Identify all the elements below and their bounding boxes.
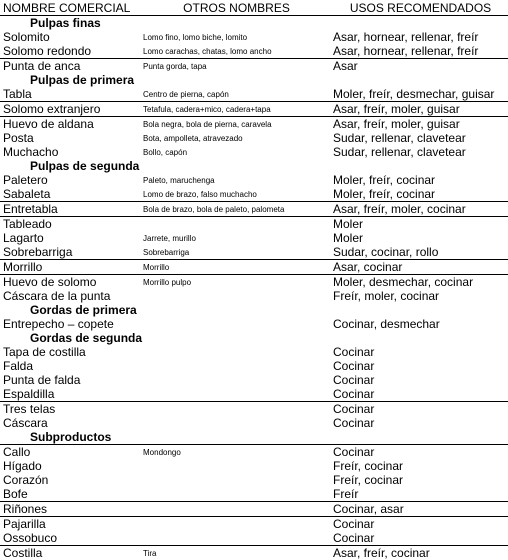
- other-names: [140, 317, 330, 331]
- other-names: [140, 502, 330, 517]
- table-row: [0, 260, 508, 275]
- recommended-uses: Moler: [330, 217, 508, 232]
- recommended-uses: Sudar, cocinar, rollo: [333, 245, 439, 259]
- recommended-uses: Moler: [333, 231, 364, 245]
- cut-name: Sobrebarriga: [3, 245, 73, 259]
- recommended-uses: Moler, freír, cocinar: [333, 187, 436, 201]
- recommended-uses: Asar, freír, moler, guisar: [330, 117, 508, 132]
- header-usos-recomendados: USOS RECOMENDADOS: [330, 0, 508, 16]
- cut-name: Solomo extranjero: [0, 102, 140, 117]
- cut-name: Morrillo: [0, 260, 140, 275]
- recommended-uses: Asar, cocinar: [330, 260, 508, 275]
- table-row: [0, 117, 508, 132]
- cut-name: Cáscara de la punta: [3, 289, 111, 303]
- group-title: Subproductos: [30, 430, 112, 444]
- group-header-row: [0, 159, 508, 173]
- recommended-uses: Cocinar: [333, 416, 375, 430]
- recommended-uses: Cocinar: [333, 345, 375, 359]
- other-names: [140, 531, 330, 546]
- group-header-row: [0, 303, 508, 317]
- cut-name: Falda: [3, 359, 34, 373]
- recommended-uses: Cocinar, desmechar: [333, 317, 440, 331]
- cut-name: Lagarto: [3, 231, 44, 245]
- cut-name: Espaldilla: [3, 387, 55, 401]
- table-row: [0, 546, 508, 560]
- other-names: Bollo, capón: [143, 148, 188, 157]
- other-names: [140, 217, 330, 232]
- other-names: [140, 345, 330, 359]
- group-title: Pulpas de primera: [30, 73, 135, 87]
- other-names: Morrillo pulpo: [140, 275, 330, 290]
- other-names: Lomo fino, lomo biche, lomito: [143, 33, 248, 42]
- table-row: [0, 317, 508, 331]
- table-row: [0, 217, 508, 232]
- recommended-uses: Freír: [333, 487, 359, 501]
- recommended-uses: Sudar, rellenar, clavetear: [333, 145, 466, 159]
- table-row: [0, 445, 508, 460]
- other-names: [140, 517, 330, 532]
- recommended-uses: Asar, freír, moler, guisar: [330, 102, 508, 117]
- table-row: [0, 473, 508, 487]
- other-names: Bota, ampolleta, atravezado: [143, 134, 243, 143]
- header-nombre-comercial: NOMBRE COMERCIAL: [0, 0, 140, 16]
- other-names: Sobrebarriga: [143, 248, 190, 257]
- group-header-row: [0, 331, 508, 345]
- cut-name: Tapa de costilla: [3, 345, 86, 359]
- other-names: [140, 402, 330, 417]
- other-names: Bola de brazo, bola de paleto, palometa: [140, 202, 330, 217]
- recommended-uses: Moler, freír, cocinar: [333, 173, 436, 187]
- table-row: [0, 59, 508, 74]
- cut-name: Solomito: [3, 30, 50, 44]
- table-row: [0, 131, 508, 145]
- recommended-uses: Cocinar: [330, 402, 508, 417]
- recommended-uses: Cocinar: [333, 531, 375, 545]
- table-row: [0, 30, 508, 44]
- cut-name: Bofe: [3, 487, 28, 501]
- recommended-uses: Asar, freír, moler, cocinar: [330, 202, 508, 217]
- table-row: [0, 387, 508, 402]
- other-names: Tetafula, cadera+mico, cadera+tapa: [140, 102, 330, 117]
- table-row: [0, 173, 508, 187]
- cut-name: Pajarilla: [0, 517, 140, 532]
- group-header-row: [0, 430, 508, 445]
- cut-name: Hígado: [3, 459, 42, 473]
- other-names: Centro de pierna, capón: [143, 90, 229, 99]
- group-title: Gordas de segunda: [30, 331, 143, 345]
- recommended-uses: Cocinar: [333, 373, 375, 387]
- table-row: [0, 345, 508, 359]
- table-row: [0, 102, 508, 117]
- header-row: [0, 0, 508, 16]
- table-row: [0, 517, 508, 532]
- table-row: [0, 402, 508, 417]
- group-header-row: [0, 73, 508, 87]
- other-names: [140, 359, 330, 373]
- recommended-uses: Cocinar, asar: [330, 502, 508, 517]
- cut-name: Cáscara: [3, 416, 48, 430]
- table-row: [0, 245, 508, 260]
- table-row: [0, 416, 508, 430]
- other-names: [140, 373, 330, 387]
- table-row: [0, 145, 508, 159]
- cut-name: Paletero: [3, 173, 48, 187]
- cut-name: Corazón: [3, 473, 49, 487]
- group-header-row: [0, 16, 508, 31]
- cut-name: Huevo de aldana: [0, 117, 140, 132]
- other-names: [140, 487, 330, 502]
- cut-name: Solomo redondo: [3, 44, 92, 58]
- other-names: Tira: [140, 546, 330, 560]
- table-row: [0, 275, 508, 290]
- cut-name: Tres telas: [0, 402, 140, 417]
- recommended-uses: Moler, desmechar, cocinar: [330, 275, 508, 290]
- group-title: Pulpas finas: [30, 16, 101, 30]
- other-names: Mondongo: [140, 445, 330, 460]
- other-names: [140, 416, 330, 430]
- table-row: [0, 87, 508, 102]
- table-row: [0, 459, 508, 473]
- cut-name: Posta: [3, 131, 34, 145]
- recommended-uses: Asar: [330, 59, 508, 74]
- cut-name: Ossobuco: [3, 531, 58, 545]
- other-names: Lomo de brazo, falso muchacho: [143, 190, 257, 199]
- table-row: [0, 531, 508, 546]
- table-body: [0, 16, 508, 560]
- cut-name: Tabla: [3, 87, 32, 101]
- other-names: [140, 289, 330, 303]
- table-row: [0, 202, 508, 217]
- other-names: Lomo carachas, chatas, lomo ancho: [143, 47, 272, 56]
- other-names: Bola negra, bola de pierna, caravela: [140, 117, 330, 132]
- other-names: [140, 473, 330, 487]
- table-row: [0, 231, 508, 245]
- recommended-uses: Asar, hornear, rellenar, freír: [333, 30, 479, 44]
- other-names: [140, 387, 330, 402]
- other-names: Jarrete, murillo: [143, 234, 196, 243]
- table-row: [0, 289, 508, 303]
- recommended-uses: Freír, cocinar: [333, 459, 404, 473]
- recommended-uses: Cocinar: [333, 359, 375, 373]
- group-title: Pulpas de segunda: [30, 159, 140, 173]
- table-row: [0, 487, 508, 502]
- cut-name: Callo: [0, 445, 140, 460]
- cut-name: Entrepecho – copete: [3, 317, 114, 331]
- recommended-uses: Cocinar: [330, 517, 508, 532]
- cut-name: Riñones: [0, 502, 140, 517]
- table-row: [0, 187, 508, 202]
- other-names: Paleto, maruchenga: [143, 176, 215, 185]
- recommended-uses: Cocinar: [333, 387, 375, 401]
- cut-name: Punta de falda: [3, 373, 81, 387]
- recommended-uses: Cocinar: [330, 445, 508, 460]
- cut-name: Tableado: [0, 217, 140, 232]
- recommended-uses: Asar, freír, cocinar: [330, 546, 508, 560]
- table-row: [0, 44, 508, 59]
- cut-name: Costilla: [0, 546, 140, 560]
- recommended-uses: Freír, cocinar: [333, 473, 404, 487]
- cut-name: Muchacho: [3, 145, 59, 159]
- table-row: [0, 359, 508, 373]
- table-row: [0, 373, 508, 387]
- recommended-uses: Sudar, rellenar, clavetear: [333, 131, 466, 145]
- cut-name: Huevo de solomo: [0, 275, 140, 290]
- group-title: Gordas de primera: [30, 303, 137, 317]
- table-row: [0, 502, 508, 517]
- recommended-uses: Asar, hornear, rellenar, freír: [333, 44, 479, 58]
- other-names: Punta gorda, tapa: [140, 59, 330, 74]
- cut-name: Sabaleta: [3, 187, 51, 201]
- header-otros-nombres: OTROS NOMBRES: [140, 0, 330, 16]
- cut-name: Entretabla: [0, 202, 140, 217]
- recommended-uses: Freír, moler, cocinar: [333, 289, 440, 303]
- other-names: Morrillo: [140, 260, 330, 275]
- other-names: [140, 459, 330, 473]
- recommended-uses: Moler, freír, desmechar, guisar: [333, 87, 495, 101]
- cut-name: Punta de anca: [0, 59, 140, 74]
